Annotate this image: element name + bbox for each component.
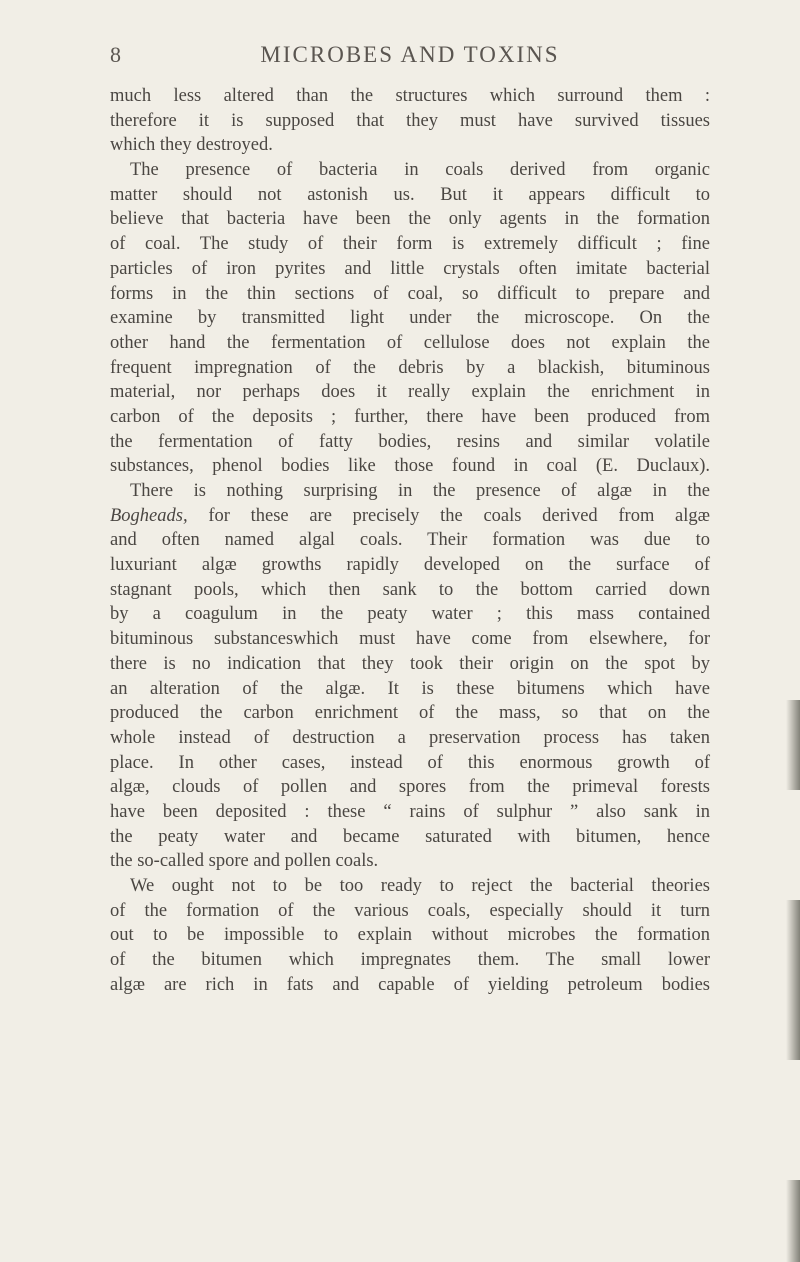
text-line: the peaty water and became saturated with bitumen, hence [110,826,710,847]
text-line: The presence of bacteria in coals derived from organic [130,160,710,181]
text-line: other hand the fermentation of cellulose does not explain the [110,332,710,353]
text-line: material, nor perhaps does it really explain the enrichment in [110,382,710,403]
body-text [110,84,710,997]
text-line: substances, phenol bodies like those found in coal (E. Duclaux). [110,456,710,477]
text-line: therefore it is supposed that they must have survived tissues [110,110,710,131]
text-line: by a coagulum in the peaty water ; this mass contained [110,604,710,625]
text-line: There is nothing surprising in the presence of algæ in the [130,481,710,501]
text-line: luxuriant algæ growths rapidly developed on the surface of [110,555,710,576]
text-line: place. In other cases, instead of this enormous growth of [110,752,710,773]
page-edge-shadow [786,1180,800,1262]
text-line: stagnant pools, which then sank to the bottom carried down [110,579,710,600]
italic-term: Bogheads, [110,505,188,526]
text-line: there is no indication that they took their origin on the spot by [110,653,710,674]
text-line: the so-called spore and pollen coals. [110,851,379,872]
page-edge-shadow [786,700,800,790]
text-line: carbon of the deposits ; further, there have been produced from [110,406,710,427]
text-line-rest: for these are precisely the coals derived from algæ [187,505,710,526]
text-line: out to be impossible to explain without microbes the formation [110,925,710,946]
text-line: believe that bacteria have been the only agents in the formation [110,209,710,230]
text-line: much less altered than the structures which surround them : [110,86,710,106]
text-line: an alteration of the algæ. It is these bitumens which have [110,678,710,699]
text-line: algæ are rich in fats and capable of yielding petroleum bodies [110,974,710,995]
page-edge-shadow [786,900,800,1060]
text-line: and often named algal coals. Their formation was due to [110,530,710,551]
text-line: of the formation of the various coals, especially should it turn [110,900,710,921]
text-line: whole instead of destruction a preservation process has taken [110,727,710,748]
text-line: which they destroyed. [110,135,273,156]
running-head: MICROBES AND TOXINS [260,42,560,67]
text-line [110,504,710,529]
text-line: of the bitumen which impregnates them. The small lower [110,950,710,971]
page-number: 8 [110,42,121,67]
text-line: the fermentation of fatty bodies, resins and similar volatile [110,431,710,452]
text-line: of coal. The study of their form is extremely difficult ; fine [110,234,710,255]
text-line: matter should not astonish us. But it appears difficult to [110,184,710,205]
text-line: produced the carbon enrichment of the mass, so that on the [110,703,710,724]
text-line: frequent impregnation of the debris by a blackish, bituminous [110,357,710,378]
text-line: forms in the thin sections of coal, so difficult to prepare and [110,283,710,304]
text-line: We ought not to be too ready to reject the bacterial theories [130,876,710,896]
text-line: examine by transmitted light under the microscope. On the [110,308,710,329]
text-line: have been deposited : these “ rains of sulphur ” also sank in [110,801,710,822]
text-line: bituminous substanceswhich must have come from elsewhere, for [110,629,710,650]
text-line: particles of iron pyrites and little crystals often imitate bacterial [110,258,710,279]
page-header [110,42,710,82]
text-line: algæ, clouds of pollen and spores from the primeval forests [110,777,710,798]
